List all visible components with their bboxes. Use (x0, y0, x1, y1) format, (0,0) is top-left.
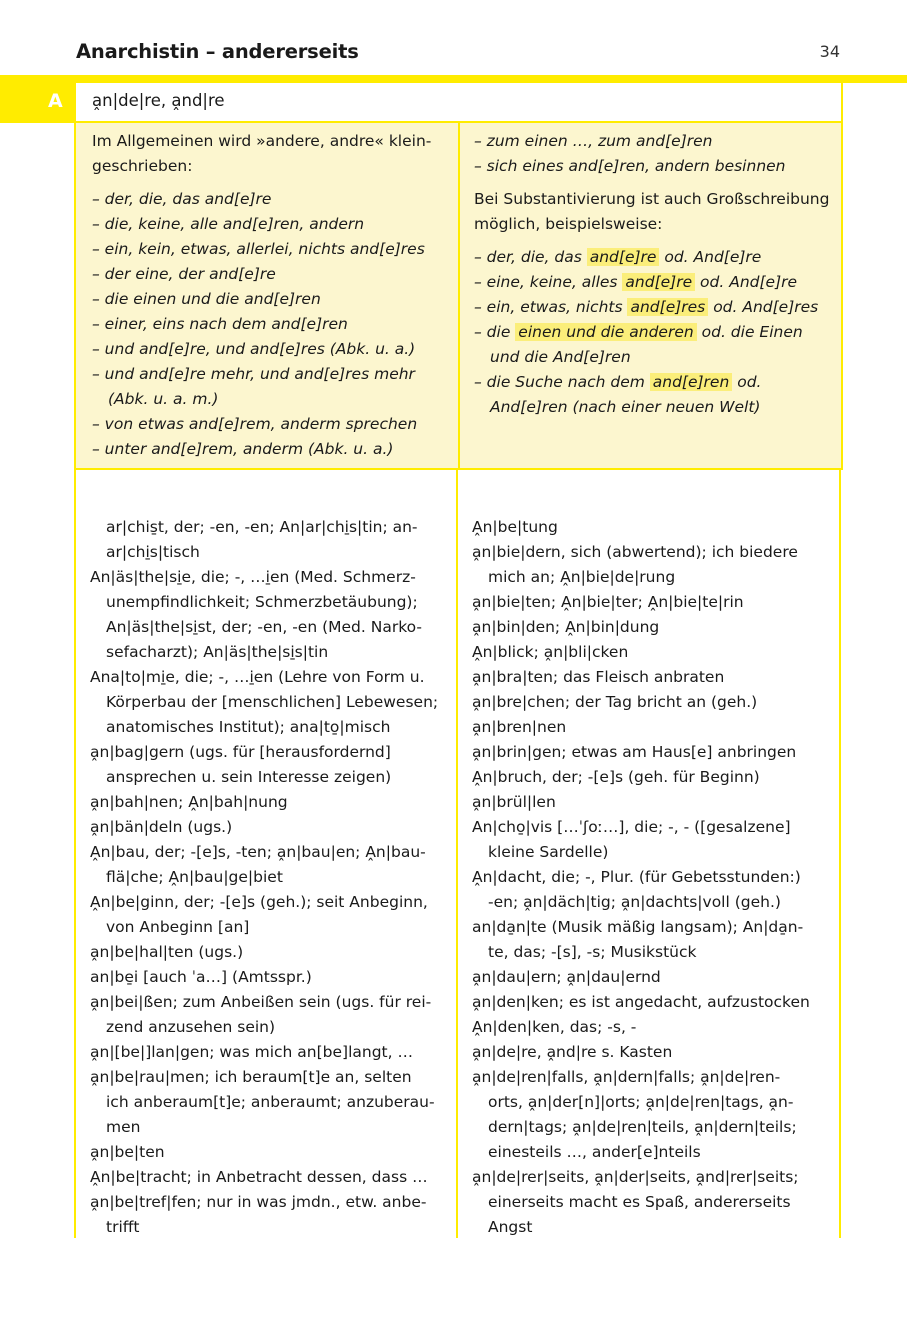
box-example-line (474, 370, 834, 395)
dictionary-entry-line: An|äs|the|si̱st, der; -en, -en (Med. Narko- (106, 618, 422, 636)
box-text-line: – von etwas and[e]rem, anderm sprechen (92, 415, 418, 433)
dictionary-entry-line: dern|tags; a̭n|de|ren|teils, a̭n|dern|teils; (488, 1118, 797, 1136)
dictionary-entry-line: a̭n|bag|gern (ugs. für [herausfordernd] (90, 743, 391, 761)
dictionary-entry-line: trifft (106, 1218, 140, 1236)
dictionary-entry-line: a̭n|[be|]lan|gen; was mich an[be]langt, … (90, 1043, 413, 1061)
box-text-line: geschrieben: (92, 157, 193, 175)
box-text-line: – die einen und die and[e]ren (92, 290, 321, 308)
example-text: od. And[e]re (695, 273, 798, 291)
box-text-line: – einer, eins nach dem and[e]ren (92, 315, 348, 333)
dictionary-entry-line: Angst (488, 1218, 533, 1236)
info-box-right-column (474, 129, 834, 420)
dictionary-entry-line: te, das; -[s], -s; Musikstück (488, 943, 697, 961)
box-example-line (474, 395, 834, 420)
dictionary-entries (74, 468, 841, 1238)
dictionary-entry-line: a̭n|bren|nen (472, 718, 567, 736)
box-text-line: Bei Substantivierung ist auch Großschreibung (474, 190, 830, 208)
letter-tab-label: A (48, 90, 63, 112)
box-text-line: – unter and[e]rem, anderm (Abk. u. a.) (92, 440, 394, 458)
dictionary-entry-line: a̭n|be|hal|ten (ugs.) (90, 943, 244, 961)
example-text: – eine, keine, alles (474, 273, 623, 291)
highlighted-term: einen und die anderen (515, 323, 696, 341)
dictionary-entry-line: a̭n|dau|ern; a̭n|dau|ernd (472, 968, 661, 986)
dictionary-entry-line: Körperbau der [menschlichen] Lebewesen; (106, 693, 439, 711)
header-yellow-rule (0, 75, 907, 83)
page-header (76, 38, 840, 72)
dictionary-entry-line: A̭n|bruch, der; -[e]s (geh. für Beginn) (472, 768, 760, 786)
dictionary-entry-line: a̭n|de|rer|seits, a̭n|der|seits, a̭nd|rer|seits; (472, 1168, 799, 1186)
dictionary-left-rule (74, 468, 76, 1238)
dictionary-entry-line: a̭n|bän|deln (ugs.) (90, 818, 233, 836)
dictionary-entry-line: A̭n|blick; a̭n|bli|cken (472, 643, 629, 661)
box-example-line (474, 320, 834, 345)
dictionary-right-column (472, 515, 832, 1240)
info-box-left-column (92, 129, 452, 462)
example-text: od. And[e]re (659, 248, 762, 266)
dictionary-entry-line: ar|chis̱t, der; -en, -en; An|ar|chi̱s|tin; an- (106, 518, 418, 536)
page-number: 34 (819, 42, 840, 61)
dictionary-entry-line: A̭n|be|tung (472, 518, 558, 536)
example-text: od. die Einen (696, 323, 803, 341)
dictionary-entry-line: sefacharzt); An|äs|the|si̱s|tin (106, 643, 329, 661)
box-text-line: – und and[e]re, und and[e]res (Abk. u. a.) (92, 340, 416, 358)
example-text: od. And[e]res (708, 298, 819, 316)
box-text-line: Im Allgemeinen wird »andere, andre« klein- (92, 132, 432, 150)
dictionary-entry-line: mich an; A̭n|bie|de|rung (488, 568, 676, 586)
dictionary-entry-line: flä|che; A̭n|bau|ge|biet (106, 868, 283, 886)
dictionary-entry-line: a̭n|bre|chen; der Tag bricht an (geh.) (472, 693, 758, 711)
dictionary-entry-line: An|cho̱|vis […ˈʃoː…], die; -, - ([gesalzene] (472, 818, 791, 836)
dictionary-entry-line: An|äs|the|si̱e, die; -, …i̱en (Med. Schmerz- (90, 568, 416, 586)
dictionary-left-column (90, 515, 450, 1240)
example-text: und die And[e]ren (490, 348, 631, 366)
box-text-line: – ein, kein, etwas, allerlei, nichts and[e]res (92, 240, 425, 258)
box-example-line (474, 295, 834, 320)
dictionary-entry-line: a̭n|bei|ßen; zum Anbeißen sein (ugs. für rei- (90, 993, 432, 1011)
dictionary-entry-line: A̭n|den|ken, das; -s, - (472, 1018, 637, 1036)
dictionary-entry-line: a̭n|be|tref|fen; nur in was jmdn., etw. anbe- (90, 1193, 427, 1211)
dictionary-entry-line: a̭n|bah|nen; A̭n|bah|nung (90, 793, 288, 811)
box-example-line (474, 345, 834, 370)
dictionary-entry-line: A̭n|be|tracht; in Anbetracht dessen, dass … (90, 1168, 428, 1186)
dictionary-entry-line: anatomisches Institut); ana|to̱|misch (106, 718, 391, 736)
letter-tab[interactable] (0, 83, 76, 123)
dictionary-entry-line: a̭n|be|rau|men; ich beraum[t]e an, selten (90, 1068, 412, 1086)
highlighted-term: and[e]re (622, 273, 695, 291)
dictionary-right-rule (839, 468, 841, 1238)
box-text-line: (Abk. u. a. m.) (108, 390, 219, 408)
dictionary-entry-line: a̭n|bie|dern, sich (abwertend); ich biedere (472, 543, 798, 561)
dictionary-entry-line: a̭n|bie|ten; A̭n|bie|ter; A̭n|bie|te|rin (472, 593, 744, 611)
dictionary-entry-line: a̭n|bra|ten; das Fleisch anbraten (472, 668, 725, 686)
dictionary-entry-line: ich anberaum[t]e; anberaumt; anzuberau- (106, 1093, 435, 1111)
example-text: – die (474, 323, 516, 341)
info-box-heading-row (76, 83, 841, 123)
example-text: – der, die, das (474, 248, 587, 266)
highlighted-term: and[e]re (587, 248, 660, 266)
box-text-line: – zum einen …, zum and[e]ren (474, 132, 713, 150)
dictionary-entry-line: a̭n|bin|den; A̭n|bin|dung (472, 618, 660, 636)
dictionary-entry-line: an|da̱n|te (Musik mäßig langsam); An|da̱n- (472, 918, 804, 936)
dictionary-entry-line: a̭n|de|ren|falls, a̭n|dern|falls; a̭n|de|ren- (472, 1068, 781, 1086)
dictionary-entry-line: a̭n|brül|len (472, 793, 556, 811)
example-text: And[e]ren (nach einer neuen Welt) (490, 398, 761, 416)
info-box-heading: a̭n|de|re, a̭nd|re (92, 91, 225, 110)
dictionary-entry-line: ansprechen u. sein Interesse zeigen) (106, 768, 392, 786)
page-title: Anarchistin – andererseits (76, 40, 359, 63)
example-text: – die Suche nach dem (474, 373, 650, 391)
dictionary-entry-line: men (106, 1118, 141, 1136)
dictionary-entry-line: kleine Sardelle) (488, 843, 609, 861)
dictionary-entry-line: A̭n|dacht, die; -, Plur. (für Gebetsstunden:) (472, 868, 801, 886)
example-text: od. (732, 373, 762, 391)
dictionary-entry-line: -en; a̭n|däch|tig; a̭n|dachts|voll (geh.) (488, 893, 781, 911)
dictionary-entry-line: unempfindlichkeit; Schmerzbetäubung); (106, 593, 418, 611)
spacer (92, 179, 452, 187)
box-text-line: – die, keine, alle and[e]ren, andern (92, 215, 365, 233)
highlighted-term: and[e]res (627, 298, 708, 316)
spacer (474, 179, 834, 187)
dictionary-entry-line: von Anbeginn [an] (106, 918, 250, 936)
dictionary-column-divider (456, 468, 458, 1238)
box-text-line: – und and[e]re mehr, und and[e]res mehr (92, 365, 415, 383)
dictionary-entry-line: a̭n|de|re, a̭nd|re s. Kasten (472, 1043, 673, 1061)
dictionary-entry-line: a̭n|den|ken; es ist angedacht, aufzustocken (472, 993, 810, 1011)
box-text-line: – sich eines and[e]ren, andern besinnen (474, 157, 786, 175)
box-text-line: möglich, beispielsweise: (474, 215, 663, 233)
dictionary-entry-line: a̭n|brin|gen; etwas am Haus[e] anbringen (472, 743, 797, 761)
dictionary-entry-line: an|be̱i [auch ˈa…] (Amtsspr.) (90, 968, 312, 986)
info-box-divider (458, 123, 460, 468)
info-box (74, 83, 843, 470)
dictionary-entry-line: a̭n|be|ten (90, 1143, 165, 1161)
dictionary-entry-line: zend anzusehen sein) (106, 1018, 276, 1036)
box-text-line: – der eine, der and[e]re (92, 265, 276, 283)
box-example-line (474, 245, 834, 270)
dictionary-entry-line: einesteils …, ander[e]nteils (488, 1143, 701, 1161)
info-box-body (76, 123, 841, 468)
dictionary-entry-line: A̭n|be|ginn, der; -[e]s (geh.); seit Anbeginn, (90, 893, 428, 911)
dictionary-entry-line: ar|chi̱s|tisch (106, 543, 200, 561)
dictionary-entry-line: einerseits macht es Spaß, andererseits (488, 1193, 791, 1211)
box-text-line: – der, die, das and[e]re (92, 190, 272, 208)
dictionary-entry-line: orts, a̭n|der[n]|orts; a̭n|de|ren|tags, a̭n- (488, 1093, 794, 1111)
example-text: – ein, etwas, nichts (474, 298, 628, 316)
dictionary-entry-line: Ana|to|mi̱e, die; -, …i̱en (Lehre von Form u. (90, 668, 425, 686)
dictionary-entry-line: A̭n|bau, der; -[e]s, -ten; a̭n|bau|en; A̭n|bau- (90, 843, 426, 861)
highlighted-term: and[e]ren (650, 373, 733, 391)
spacer (474, 237, 834, 245)
box-example-line (474, 270, 834, 295)
